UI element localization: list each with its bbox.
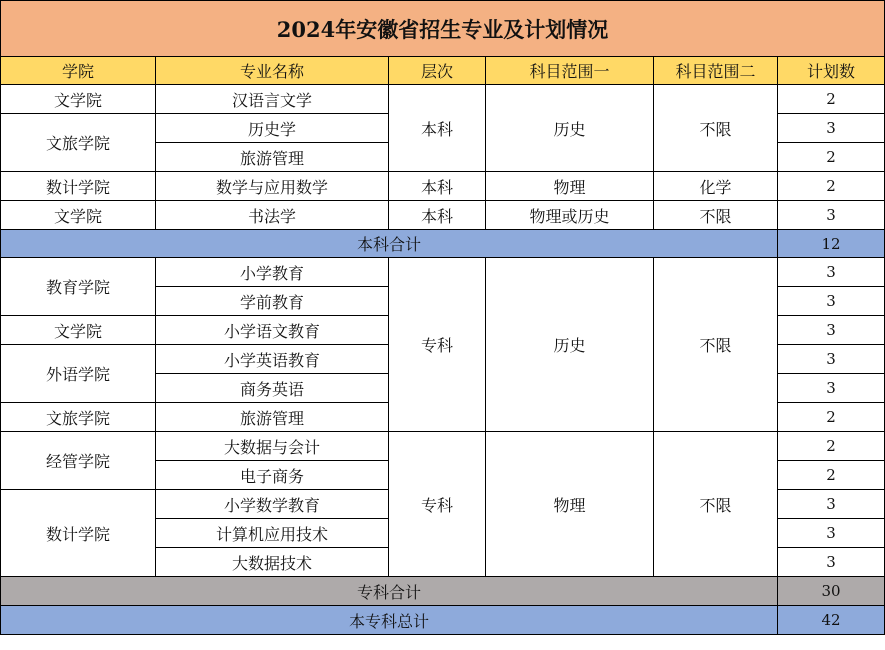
major-cell: 数学与应用数学 [156,172,389,201]
grand-total-value: 42 [778,606,885,635]
plan-cell: 3 [778,258,885,287]
plan-cell: 3 [778,548,885,577]
benke-subtotal-label: 本科合计 [1,230,778,258]
plan-cell: 2 [778,172,885,201]
plan-cell: 3 [778,114,885,143]
major-cell: 大数据与会计 [156,432,389,461]
grand-total-label: 本专科总计 [1,606,778,635]
college-cell: 文旅学院 [1,114,156,172]
plan-cell: 3 [778,519,885,548]
major-cell: 小学数学教育 [156,490,389,519]
subject-1-cell: 物理或历史 [486,201,654,230]
college-cell: 教育学院 [1,258,156,316]
plan-cell: 2 [778,403,885,432]
major-cell: 书法学 [156,201,389,230]
header-major: 专业名称 [156,57,389,85]
level-cell: 本科 [389,201,486,230]
table-row [1,172,885,201]
college-cell: 文学院 [1,201,156,230]
plan-cell: 2 [778,143,885,172]
header-level: 层次 [389,57,486,85]
major-cell: 计算机应用技术 [156,519,389,548]
major-cell: 历史学 [156,114,389,143]
plan-cell: 3 [778,201,885,230]
major-cell: 学前教育 [156,287,389,316]
college-cell: 文学院 [1,316,156,345]
table-row [1,258,885,287]
plan-cell: 3 [778,345,885,374]
college-cell: 外语学院 [1,345,156,403]
subject-1-cell: 历史 [486,258,654,432]
header-subject-1: 科目范围一 [486,57,654,85]
subject-2-cell: 不限 [654,432,778,577]
college-cell: 文学院 [1,85,156,114]
zhuanke-subtotal-value: 30 [778,577,885,606]
table-row [1,85,885,114]
benke-subtotal-value: 12 [778,230,885,258]
plan-cell: 2 [778,461,885,490]
subject-1-cell: 历史 [486,85,654,172]
header-subject-2: 科目范围二 [654,57,778,85]
plan-cell: 2 [778,432,885,461]
major-cell: 大数据技术 [156,548,389,577]
level-cell: 本科 [389,172,486,201]
subject-2-cell: 化学 [654,172,778,201]
plan-cell: 3 [778,287,885,316]
level-cell: 本科 [389,85,486,172]
zhuanke-subtotal-row [1,577,885,606]
level-cell: 专科 [389,258,486,432]
subject-2-cell: 不限 [654,201,778,230]
table-row [1,432,885,461]
college-cell: 数计学院 [1,172,156,201]
subject-1-cell: 物理 [486,172,654,201]
major-cell: 商务英语 [156,374,389,403]
header-plan: 计划数 [778,57,885,85]
plan-cell: 2 [778,85,885,114]
plan-cell: 3 [778,490,885,519]
plan-cell: 3 [778,316,885,345]
major-cell: 电子商务 [156,461,389,490]
zhuanke-subtotal-label: 专科合计 [1,577,778,606]
subject-2-cell: 不限 [654,85,778,172]
major-cell: 旅游管理 [156,143,389,172]
grand-total-row [1,606,885,635]
subject-1-cell: 物理 [486,432,654,577]
subject-2-cell: 不限 [654,258,778,432]
header-college: 学院 [1,57,156,85]
major-cell: 小学教育 [156,258,389,287]
major-cell: 小学英语教育 [156,345,389,374]
benke-subtotal-row [1,230,885,258]
major-cell: 汉语言文学 [156,85,389,114]
major-cell: 小学语文教育 [156,316,389,345]
college-cell: 数计学院 [1,490,156,577]
college-cell: 经管学院 [1,432,156,490]
plan-cell: 3 [778,374,885,403]
level-cell: 专科 [389,432,486,577]
header-row [1,57,885,85]
major-cell: 旅游管理 [156,403,389,432]
table-title: 2024年安徽省招生专业及计划情况 [1,1,885,57]
table-row [1,201,885,230]
college-cell: 文旅学院 [1,403,156,432]
